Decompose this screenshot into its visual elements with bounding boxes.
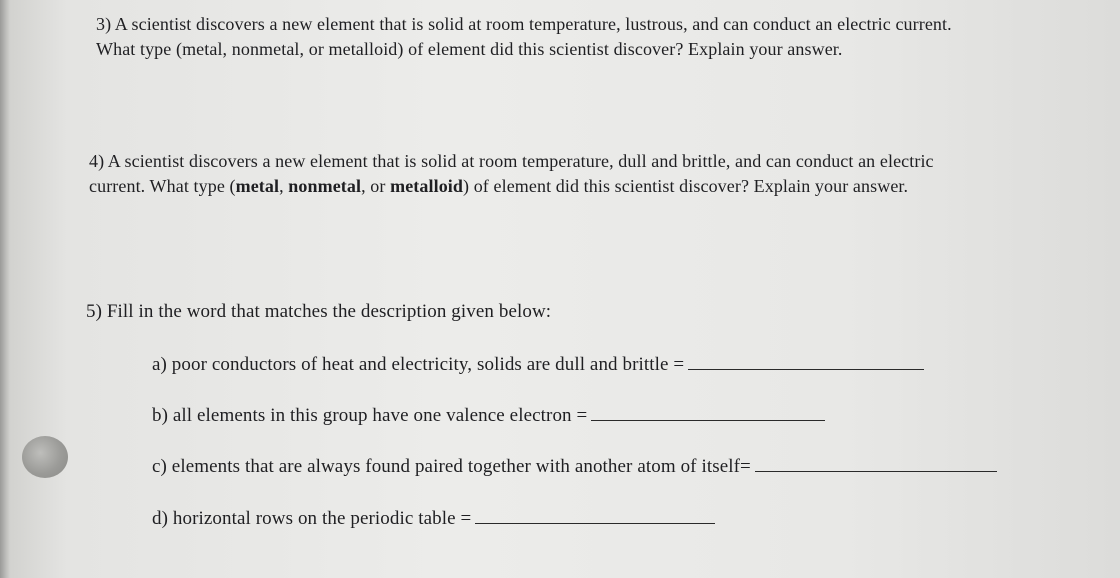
question-3-line-2: What type (metal, nonmetal, or metalloid) of element did this scientist discover? Explain your answer. <box>96 39 843 59</box>
question-3-line-1: 3) A scientist discovers a new element that is solid at room temperature, lustrous, and can conduct an electric current. <box>96 14 952 34</box>
fill-in-item-b <box>152 405 825 427</box>
item-c-text: c) elements that are always found paired together with another atom of itself= <box>152 456 751 477</box>
item-d-text: d) horizontal rows on the periodic table = <box>152 508 472 529</box>
item-b-text: b) all elements in this group have one valence electron = <box>152 405 588 426</box>
binder-hole <box>22 436 68 478</box>
question-4-text-start: current. What type ( <box>89 176 236 196</box>
answer-blank-c[interactable] <box>755 457 997 472</box>
fill-in-item-d <box>152 508 715 530</box>
question-5-heading: 5) Fill in the word that matches the description given below: <box>86 301 552 322</box>
metal-term: metal <box>235 176 280 196</box>
answer-blank-a[interactable] <box>688 355 924 370</box>
separator-1: , <box>279 176 289 196</box>
question-4-text-end: ) of element did this scientist discover? Explain your answer. <box>463 176 909 196</box>
fill-in-item-c <box>152 456 997 478</box>
question-4-line-1: 4) A scientist discovers a new element that is solid at room temperature, dull and brittle, and can conduct an electric <box>89 151 934 171</box>
separator-2: , or <box>361 176 391 196</box>
answer-blank-d[interactable] <box>475 509 715 524</box>
question-4-line-2 <box>89 176 908 197</box>
metalloid-term: metalloid <box>390 176 464 196</box>
page-edge <box>0 0 10 578</box>
nonmetal-term: nonmetal <box>288 176 362 196</box>
answer-blank-b[interactable] <box>591 406 825 421</box>
fill-in-item-a <box>152 354 924 376</box>
item-a-text: a) poor conductors of heat and electricity, solids are dull and brittle = <box>152 354 685 375</box>
